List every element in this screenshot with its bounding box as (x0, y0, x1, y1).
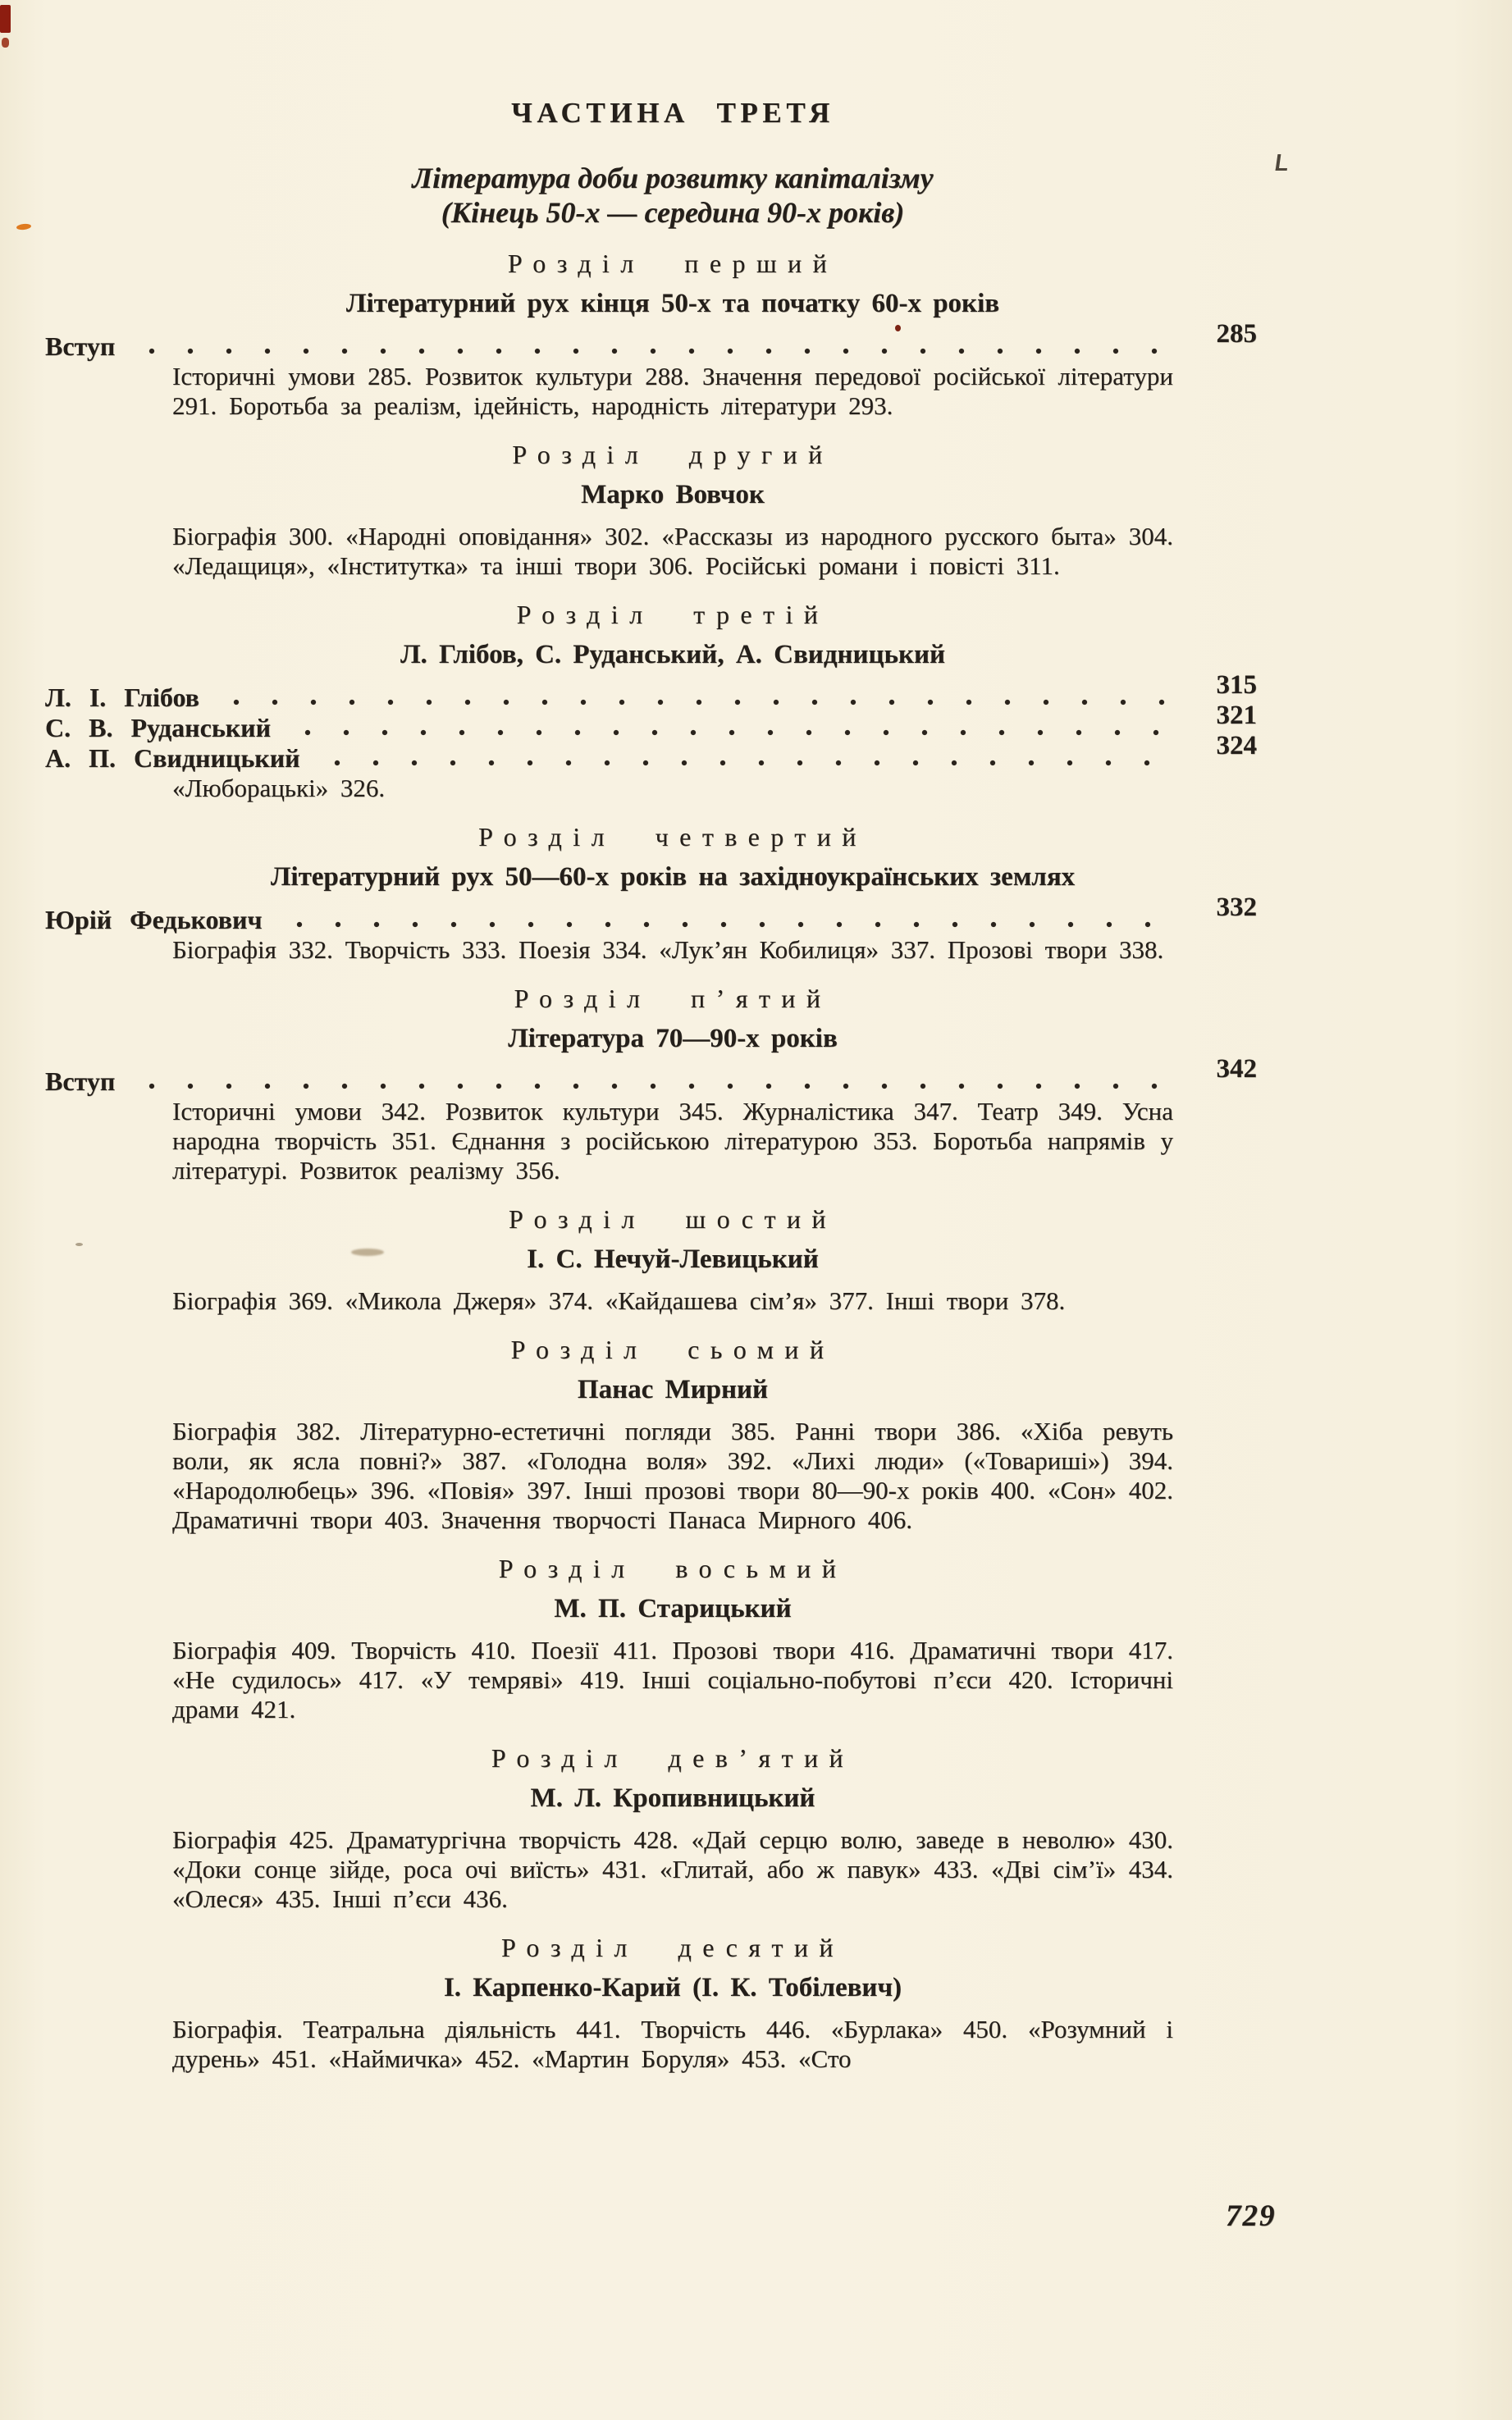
toc-entry-label: С. В. Руданський (45, 713, 272, 742)
toc-entry (45, 701, 1257, 742)
toc-entry (45, 893, 1257, 934)
chapter-title: Л. Глібов, С. Руданський, А. Свидницький (400, 640, 946, 669)
toc-entry-label: Юрій Федькович (45, 905, 263, 934)
toc-description: «Люборацькі» 326. (172, 774, 386, 802)
toc-description: Історичні умови 342. Розвиток культури 345. Журналістика 347. Театр 349. Усна народна творчість 351. Єднання з російською літературою 353. Боротьба напрямів у літературі. Розвиток реалізму 356. (172, 1097, 1173, 1185)
toc-entry (45, 1054, 1257, 1096)
margin-fleck (75, 1243, 83, 1246)
toc-description: Біографія 369. «Микола Джеря» 374. «Кайдашева сім’я» 377. Інші твори 378. (172, 1286, 1066, 1315)
toc-entry-page: 332 (1216, 893, 1257, 922)
chapter-title: Література 70—90-х років (508, 1024, 838, 1053)
part-subtitle-line1: Література доби розвитку капіталізму (412, 162, 934, 194)
dot-leader (304, 728, 1178, 737)
toc-entry-label: А. П. Свидницький (45, 743, 300, 773)
chapter-title: Літературний рух 50—60-х років на західноукраїнських землях (270, 862, 1076, 892)
toc-description: Історичні умови 285. Розвиток культури 288. Значення передової російської літератури 291. Боротьба за реалізм, ідейність, народність літератури 293. (172, 362, 1173, 420)
toc-description: Біографія 332. Творчість 333. Поезія 334. «Лук’ян Кобилиця» 337. Прозові твори 338. (172, 935, 1164, 964)
toc-entry-page: 315 (1216, 670, 1257, 700)
toc-description: Біографія 409. Творчість 410. Поезії 411. Прозові твори 416. Драматичні твори 417. «Не судилось» 417. «У темряві» 419. Інші соціально-побутові п’єси 420. Історичні драми 421. (172, 1636, 1173, 1724)
scan-edge-artifact (2, 38, 9, 48)
toc-entry-page: 342 (1216, 1054, 1257, 1084)
page-number: 729 (1226, 2199, 1277, 2233)
chapter-heading: Розділ десятий (500, 1933, 844, 1962)
toc-entry-label: Вступ (45, 331, 116, 361)
chapter-title: Марко Вовчок (581, 480, 765, 509)
dot-leader (148, 1082, 1178, 1090)
part-title: ЧАСТИНА ТРЕТЯ (511, 97, 834, 129)
chapter-heading: Розділ другий (512, 440, 834, 469)
chapter-heading: Розділ третій (516, 600, 829, 629)
toc-description: Біографія 300. «Народні оповідання» 302. «Рассказы из народного русского быта» 304. «Ледащиця», «Інститутка» та інші твори 306. Російські романи і повісті 311. (172, 522, 1173, 580)
toc-description: Біографія. Театральна діяльність 441. Творчість 446. «Бурлака» 450. «Розумний і дурень» 451. «Наймичка» 452. «Мартин Боруля» 453. «Сто (172, 2015, 1173, 2073)
chapter-title: Літературний рух кінця 50-х та початку 60-х років (345, 289, 1000, 318)
dot-leader (295, 920, 1178, 929)
chapter-heading: Розділ дев’ятий (491, 1743, 855, 1773)
dot-leader (148, 347, 1178, 355)
toc-entry (45, 731, 1257, 773)
dot-leader (232, 698, 1178, 706)
chapter-title: М. Л. Кропивницький (530, 1783, 815, 1813)
toc-entry (45, 670, 1257, 712)
toc-entry-label: Л. І. Глібов (45, 683, 199, 712)
scan-edge-artifact (0, 5, 11, 33)
chapter-title: І. Карпенко-Карий (І. К. Тобілевич) (443, 1973, 902, 2002)
chapter-heading: Розділ п’ятий (514, 984, 832, 1013)
stray-ink-mark (1276, 154, 1290, 171)
toc-entry-page: 285 (1216, 319, 1257, 349)
chapter-heading: Розділ восьмий (498, 1554, 847, 1583)
chapter-title: Панас Мирний (577, 1375, 769, 1404)
toc-entry-label: Вступ (45, 1066, 116, 1096)
dot-leader (333, 759, 1178, 767)
chapter-title: І. С. Нечуй-Левицький (527, 1244, 819, 1274)
toc-entry (45, 319, 1257, 361)
chapter-title: М. П. Старицький (554, 1594, 792, 1623)
toc-description: Біографія 425. Драматургічна творчість 428. «Дай серцю волю, заведе в неволю» 430. «Доки сонце зійде, роса очі виїсть» 431. «Глитай, або ж павук» 433. «Дві сім’ї» 434. «Олеся» 435. Інші п’єси 436. (172, 1825, 1173, 1913)
part-subtitle-line2: (Кінець 50-х — середина 90-х років) (441, 196, 905, 229)
orange-ink-fleck (16, 223, 32, 231)
toc-entry-page: 321 (1216, 701, 1257, 730)
table-of-contents (45, 97, 1257, 2074)
chapter-heading: Розділ перший (507, 249, 838, 278)
chapter-heading: Розділ четвертий (478, 822, 867, 852)
chapter-heading: Розділ шостий (509, 1204, 837, 1234)
toc-entry-page: 324 (1216, 731, 1257, 760)
toc-description: Біографія 382. Літературно-естетичні погляди 385. Ранні твори 386. «Хіба ревуть воли, як ясла повні?» 387. «Голодна воля» 392. «Лихі люди» («Товариші») 394. «Народолюбець» 396. «Повія» 397. Інші прозові твори 80—90-х років 400. «Сон» 402. Драматичні твори 403. Значення творчості Панаса Мирного 406. (172, 1417, 1173, 1534)
chapter-heading: Розділ сьомий (510, 1335, 835, 1364)
